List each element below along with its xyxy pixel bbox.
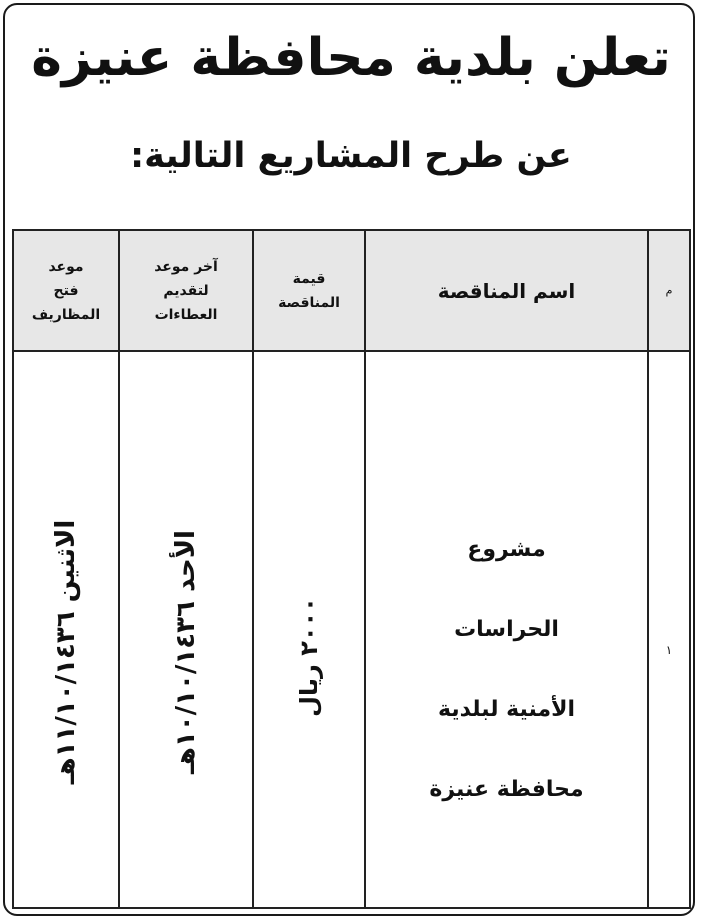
header-opening-date-line: المظاريف bbox=[31, 306, 101, 323]
header-tender-value-line: قيمة bbox=[292, 270, 326, 287]
header-tender-value bbox=[254, 231, 364, 350]
header-last-submission-line: لتقديم bbox=[163, 282, 209, 299]
row-tender-value bbox=[254, 352, 364, 907]
tender-name-line: الأمنية لبلدية bbox=[437, 696, 576, 722]
row-opening-date bbox=[14, 352, 118, 907]
table-border-right bbox=[689, 229, 691, 909]
header-tender-name: اسم المناقصة bbox=[437, 278, 576, 303]
last-submission-text: الأحد ١٠/١٠/١٤٣٦هـ bbox=[171, 529, 201, 774]
tenders-table bbox=[12, 229, 691, 909]
header-last-submission-line: العطاءات bbox=[154, 306, 218, 323]
table-border-bottom bbox=[12, 907, 691, 909]
opening-date-text: الاثنين ١١/١٠/١٤٣٦هـ bbox=[51, 519, 81, 784]
announcement-subtitle: عن طرح المشاريع التالية: bbox=[130, 136, 572, 176]
header-last-submission bbox=[120, 231, 252, 350]
tender-name-line: الحراسات bbox=[454, 616, 559, 642]
announcement-title: تعلن بلدية محافظة عنيزة bbox=[31, 28, 671, 88]
tender-name-line: محافظة عنيزة bbox=[429, 776, 584, 802]
header-last-submission-line: آخر موعد bbox=[154, 258, 218, 275]
row-last-submission bbox=[120, 352, 252, 907]
tender-name-line: مشروع bbox=[467, 536, 546, 562]
header-number: م bbox=[665, 284, 673, 297]
row-number: ١ bbox=[665, 642, 673, 657]
tender-value-text: ٢٠٠٠ ريال bbox=[295, 597, 323, 718]
header-opening-date-line: موعد bbox=[48, 258, 84, 275]
header-opening-date-line: فتح bbox=[53, 282, 79, 299]
header-tender-value-line: المناقصة bbox=[278, 294, 340, 311]
row-tender-name bbox=[366, 352, 647, 907]
header-opening-date bbox=[14, 231, 118, 350]
